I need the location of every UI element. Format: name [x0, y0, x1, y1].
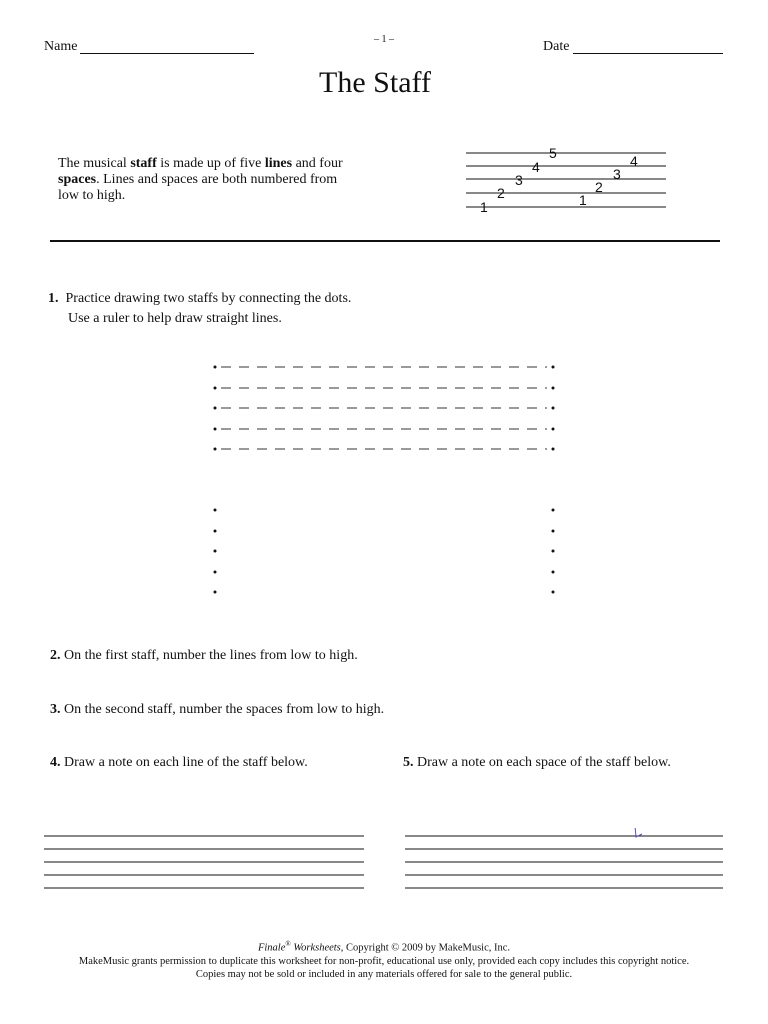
- line-number-1: 1: [480, 199, 488, 214]
- dot: [214, 366, 217, 369]
- dot: [552, 571, 555, 574]
- dot: [214, 387, 217, 390]
- line-number-4: 4: [532, 159, 540, 175]
- dot: [552, 448, 555, 451]
- practice-staffs[interactable]: [205, 355, 565, 605]
- date-field[interactable]: [573, 53, 723, 54]
- staff-diagram: [460, 144, 672, 214]
- line-number-5: 5: [549, 145, 557, 161]
- dot: [552, 530, 555, 533]
- copyright-line-2: MakeMusic grants permission to duplicate this worksheet for non-profit, educational use only, provided each copy includes this copyright notice.: [78, 955, 690, 967]
- dot: [214, 530, 217, 533]
- copyright-footer: [0, 938, 768, 981]
- line-number-3: 3: [515, 172, 523, 188]
- name-label: Name: [44, 39, 78, 54]
- question-3: 3. On the second staff, number the spaces from low to high.: [50, 702, 385, 717]
- question-2: 2. On the first staff, number the lines from low to high.: [50, 648, 358, 663]
- space-number-1: 1: [579, 192, 587, 208]
- dot: [552, 428, 555, 431]
- dot: [552, 366, 555, 369]
- dot: [214, 448, 217, 451]
- line-number-2: 2: [497, 185, 505, 201]
- dot: [214, 591, 217, 594]
- name-field[interactable]: [80, 53, 254, 54]
- staff-q5[interactable]: [405, 828, 725, 892]
- dot: [214, 550, 217, 553]
- page-number: – 1 –: [374, 34, 394, 45]
- dot: [214, 428, 217, 431]
- dot: [214, 509, 217, 512]
- space-number-3: 3: [613, 166, 621, 182]
- dot: [552, 407, 555, 410]
- date-label: Date: [543, 39, 570, 54]
- page-title: The Staff: [319, 66, 431, 99]
- staff-q4[interactable]: [44, 828, 366, 892]
- space-number-4: 4: [630, 153, 638, 169]
- dot: [552, 591, 555, 594]
- intro-paragraph: The musical staff is made up of five lines and four spaces. Lines and spaces are both numbered from low to high.: [58, 156, 343, 203]
- dot: [552, 387, 555, 390]
- section-divider: [50, 240, 720, 242]
- dot: [214, 407, 217, 410]
- copyright-line-3: Copies may not be sold or included in any materials offered for sale to the general public.: [195, 968, 573, 980]
- dot: [552, 550, 555, 553]
- dot: [214, 571, 217, 574]
- dot: [552, 509, 555, 512]
- question-1-line2: Use a ruler to help draw straight lines.: [68, 311, 282, 326]
- copyright-line-1: Finale® Worksheets, Copyright © 2009 by MakeMusic, Inc.: [257, 940, 511, 954]
- space-number-2: 2: [595, 179, 603, 195]
- question-4: 4. Draw a note on each line of the staff below.: [50, 755, 308, 770]
- question-5: 5. Draw a note on each space of the staff below.: [403, 755, 671, 770]
- question-1: 1. Practice drawing two staffs by connecting the dots.: [48, 291, 352, 306]
